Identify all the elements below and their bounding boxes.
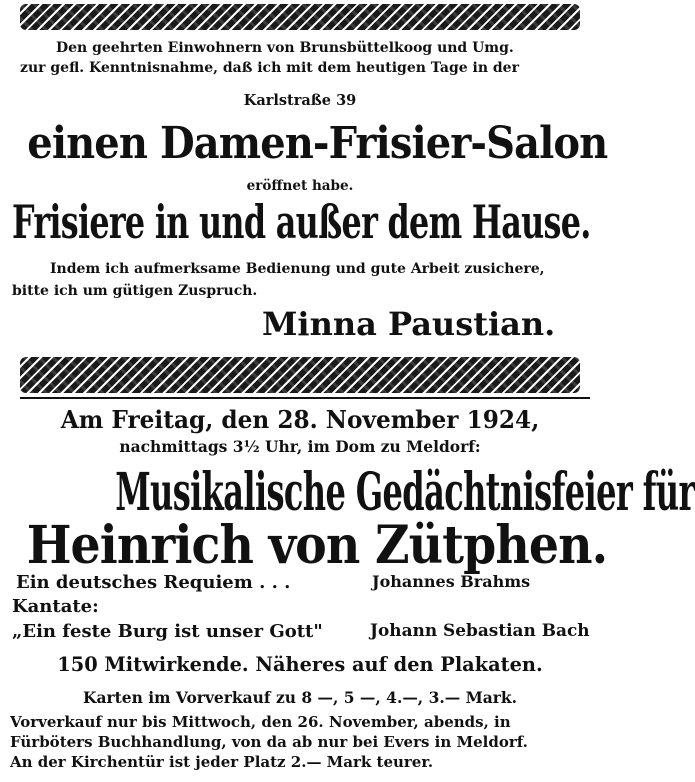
ticket-prices: Karten im Vorverkauf zu 8 —, 5 —, 4.—, 3.— Mark. (82, 688, 518, 707)
concert-title-line-2: Heinrich von Zütphen. (26, 515, 608, 576)
presale-line-3: An der Kirchentür ist jeder Platz 2.— Mark teurer. (10, 753, 434, 771)
intro-line-1: Den geehrten Einwohnern von Brunsbüttelkoog und Umg. (56, 40, 514, 56)
concert-time-place: nachmittags 3½ Uhr, im Dom zu Meldorf: (119, 437, 481, 456)
participants-note: 150 Mitwirkende. Näheres auf den Plakaten. (57, 652, 543, 676)
opened-text: eröffnet habe. (246, 178, 354, 194)
work-1-dots: . . . (259, 572, 291, 593)
presale-line-1: Vorverkauf nur bis Mittwoch, den 26. November, abends, in (10, 713, 511, 731)
work-2-composer: Johann Sebastian Bach (370, 621, 590, 641)
program-item-1 (16, 572, 290, 593)
divider-rule (20, 397, 590, 399)
middle-ornament-border (20, 357, 580, 393)
signature: Minna Paustian. (262, 305, 556, 343)
concert-title-line-1: Musikalische Gedächtnisfeier für (115, 462, 695, 523)
work-2-title: „Ein feste Burg ist unser Gott" (12, 621, 323, 642)
kantate-label: Kantate: (12, 596, 99, 617)
work-1-title: Ein deutsches Requiem (16, 572, 253, 593)
presale-line-2: Fürböters Buchhandlung, von da ab nur bei Evers in Meldorf. (10, 733, 528, 751)
concert-date: Am Freitag, den 28. November 1924, (60, 405, 540, 434)
slogan: Frisiere in und außer dem Hause. (12, 195, 591, 249)
body-line-1: Indem ich aufmerksame Bedienung und gute Arbeit zusichere, (50, 261, 545, 277)
top-ornament-border (20, 4, 580, 30)
body-line-2: bitte ich um gütigen Zuspruch. (12, 283, 258, 299)
intro-line-2: zur gefl. Kenntnisnahme, daß ich mit dem heutigen Tage in der (20, 60, 519, 76)
work-1-composer: Johannes Brahms (372, 572, 531, 591)
salon-headline: einen Damen-Frisier-Salon (27, 118, 608, 169)
address: Karlstraße 39 (243, 91, 357, 109)
